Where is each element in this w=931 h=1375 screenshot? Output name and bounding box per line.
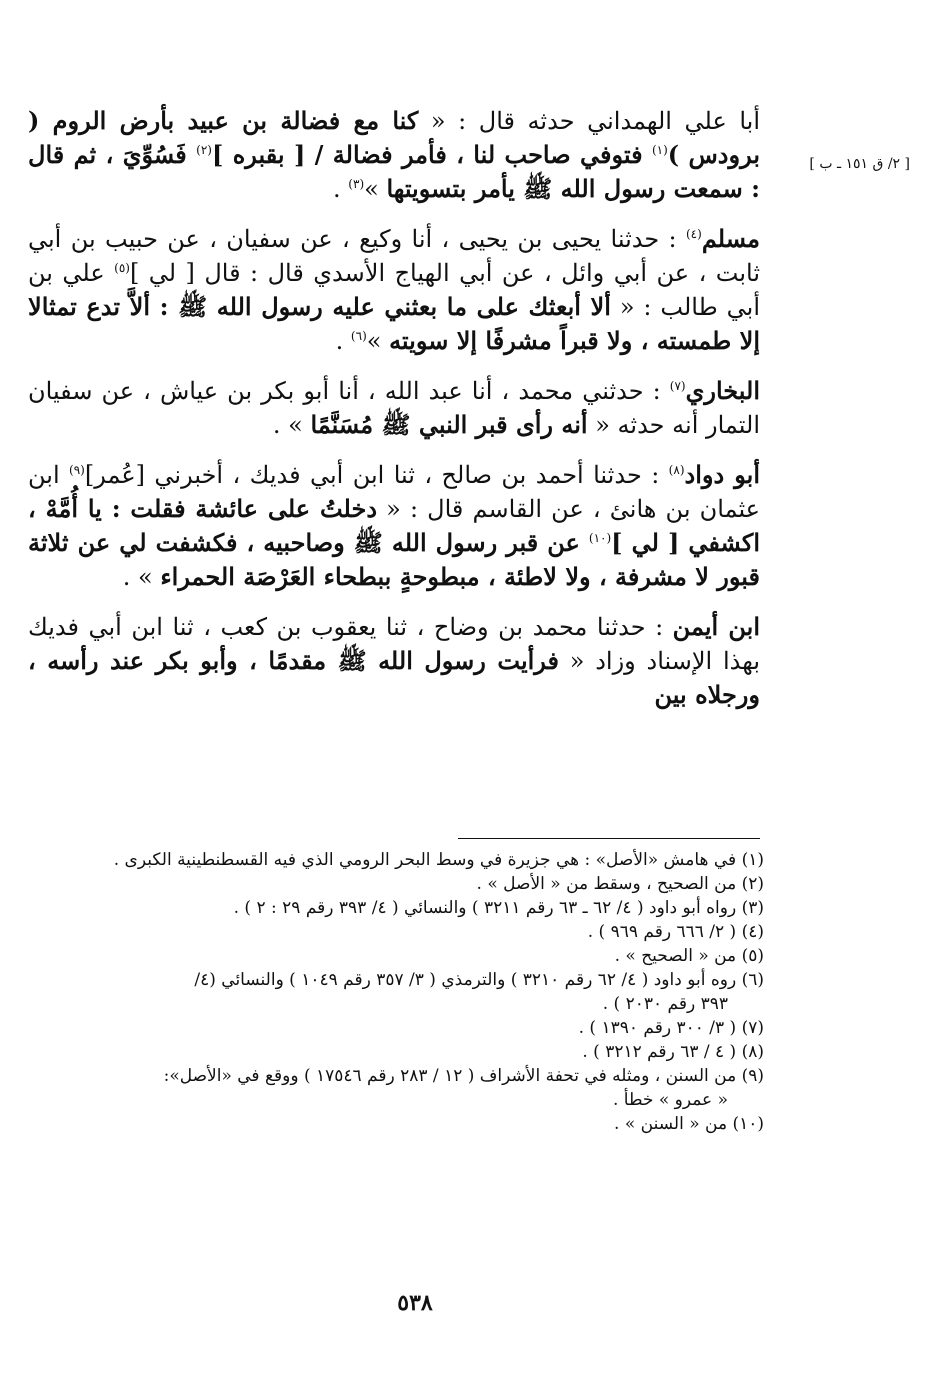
text-run: »: [366, 327, 390, 355]
footnote-text: (٥) من « الصحيح » .: [614, 946, 764, 966]
text-run: : حدثني محمد ، أنا عبد الله ، أنا أبو بكر بن عياش ، عن سفيان التمار أنه حدثه «: [28, 377, 760, 439]
text-run: .: [335, 327, 351, 355]
hadith-text: فتوفي صاحب لنا ، فأمر فضالة / [ بقبره ]: [211, 140, 652, 169]
footnote-item: [28, 1040, 764, 1064]
paragraph-3: [28, 374, 760, 442]
source-name: أبو دواد: [684, 460, 761, 489]
hadith-text: أنه رأى قبر النبي ﷺ مُسَنَّمًا: [310, 410, 588, 439]
text-run: أبا علي الهمداني حدثه قال : «: [418, 107, 760, 135]
footnote-item: [28, 848, 764, 872]
footnote-ref[interactable]: (٩): [69, 463, 85, 477]
hadith-text: ألا أبعثك على ما بعثني عليه رسول الله ﷺ : ألاَّ تدع تمثالا إلا طمسته ، ولا قبراً مشرفًا إلا سويته: [28, 292, 760, 355]
page-number: ٥٣٨: [397, 1290, 433, 1316]
footnote-ref[interactable]: (٥): [114, 261, 130, 275]
text-run: ابن عثمان بن هانئ ، عن القاسم قال : «: [28, 461, 761, 523]
footnote-continuation: ٣٩٣ رقم ٢٠٣٠ ) .: [602, 994, 728, 1014]
paragraph-1: [28, 104, 760, 206]
footnote-separator: [458, 838, 760, 839]
manuscript-folio-note: [ ٢/ ق ١٥١ ـ ب ]: [809, 156, 910, 172]
text-run: .: [333, 175, 349, 203]
main-text: [28, 104, 760, 728]
footnote-text: (١٠) من « السنن » .: [614, 1114, 764, 1134]
footnote-ref[interactable]: (٦): [350, 329, 367, 343]
paragraph-4: [28, 458, 760, 594]
footnote-text: (١) في هامش «الأصل» : هي جزيرة في وسط البحر الرومي الذي فيه القسطنطينية الكبرى .: [113, 850, 764, 870]
footnote-item: [28, 968, 764, 1016]
hadith-text: دخلتُ على عائشة فقلت : يا أُمَّهْ ، اكشفي [ لي ]: [28, 494, 760, 557]
text-run: : حدثنا يحيى بن يحيى ، أنا وكيع ، عن سفيان ، عن حبيب بن أبي ثابت ، عن أبي وائل ، عن أبي الهياج الأسدي قال : قال [ لي ]: [28, 225, 761, 287]
footnote-item: [28, 920, 764, 944]
footnote-item: [28, 944, 764, 968]
footnote-text: (٣) رواه أبو داود ( ٤/ ٦٢ ـ ٦٣ رقم ٣٢١١ ) والنسائي ( ٤/ ٣٩٣ رقم ٢٩ : ٢ ) .: [233, 898, 764, 918]
footnote-item: [28, 1016, 764, 1040]
footnote-item: [28, 896, 764, 920]
footnote-ref[interactable]: (٢): [196, 143, 212, 157]
text-run: » .: [272, 411, 311, 439]
footnote-ref[interactable]: (١٠): [588, 531, 612, 545]
text-run: »: [364, 175, 387, 203]
text-run: : حدثنا محمد بن وضاح ، ثنا يعقوب بن كعب ، ثنا ابن أبي فديك بهذا الإسناد وزاد «: [28, 613, 761, 675]
text-run: علي بن أبي طالب : «: [28, 259, 760, 321]
source-name: ابن أيمن: [672, 612, 761, 641]
hadith-text: كنا مع فضالة بن عبيد بأرض الروم ( برودس ): [28, 106, 760, 169]
footnote-ref[interactable]: (٣): [348, 177, 365, 191]
footnote-continuation: « عمرو » خطأ .: [612, 1090, 728, 1110]
footnote-ref[interactable]: (١): [651, 143, 668, 157]
hadith-text: عن قبر رسول الله ﷺ وصاحبيه ، فكشفت لي عن ثلاثة قبور لا مشرفة ، ولا لاطئة ، مبطوحةٍ ببطحاء العَرْصَة الحمراء: [28, 528, 760, 591]
footnote-text: (٦) روه أبو داود ( ٤/ ٦٢ رقم ٣٢١٠ ) والترمذي ( ٣/ ٣٥٧ رقم ١٠٤٩ ) والنسائي (٤/: [194, 970, 764, 990]
paragraph-5: [28, 610, 760, 712]
text-run: : حدثنا أحمد بن صالح ، ثنا ابن أبي فديك ، أخبرني [عُمر]: [84, 461, 669, 489]
footnote-text: (٧) ( ٣/ ٣٠٠ رقم ١٣٩٠ ) .: [578, 1018, 764, 1038]
source-name: مسلم: [701, 224, 760, 253]
text-run: » .: [122, 563, 161, 591]
footnote-text: (٨) ( ٤ / ٦٣ رقم ٣٢١٢ ) .: [582, 1042, 764, 1062]
hadith-text: فرأيت رسول الله ﷺ مقدمًا ، وأبو بكر عند رأسه ، ورجلاه بين: [28, 646, 760, 709]
paragraph-2: [28, 222, 760, 358]
footnote-ref[interactable]: (٨): [668, 463, 685, 477]
footnote-ref[interactable]: (٧): [669, 379, 686, 393]
footnote-item: [28, 1112, 764, 1136]
footnote-text: (٢) من الصحيح ، وسقط من « الأصل » .: [476, 874, 764, 894]
footnote-ref[interactable]: (٤): [685, 227, 702, 241]
hadith-text: فَسُوِّيَ ، ثم قال : سمعت رسول الله ﷺ يأمر بتسويتها: [28, 140, 760, 203]
footnote-item: [28, 1064, 764, 1112]
footnotes: [28, 848, 764, 1136]
footnote-text: (٤) ( ٢/ ٦٦٦ رقم ٩٦٩ ) .: [587, 922, 764, 942]
source-name: البخاري: [685, 376, 760, 405]
footnote-item: [28, 872, 764, 896]
footnote-text: (٩) من السنن ، ومثله في تحفة الأشراف ( ١٢ / ٢٨٣ رقم ١٧٥٤٦ ) ووقع في «الأصل»:: [163, 1066, 764, 1086]
